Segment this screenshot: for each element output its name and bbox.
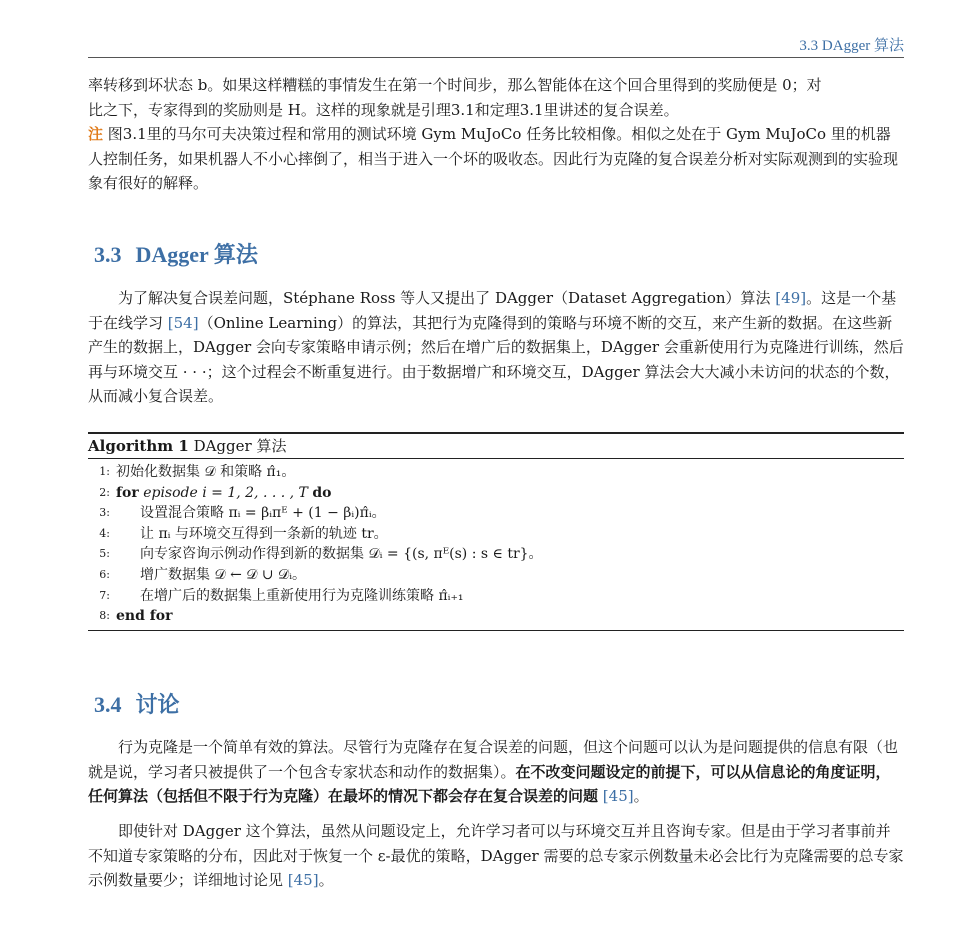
sec33-text-b: 。这是一个基于在线学习	[88, 289, 897, 332]
sec34-end-b: 。	[318, 871, 334, 889]
section-3-4-heading	[94, 688, 180, 719]
note-paragraph	[88, 122, 904, 196]
line-text: episode i = 1, 2, . . . , T	[138, 484, 313, 501]
algorithm-lines	[88, 459, 904, 627]
intro-paragraph	[88, 73, 904, 122]
running-header: 3.3 DAgger 算法	[799, 38, 904, 54]
line-number: 8:	[99, 609, 110, 623]
note-mark: 注	[88, 125, 104, 143]
algorithm-line-7	[88, 586, 904, 607]
sec33-text-a: 为了解决复合误差问题，Stéphane Ross 等人又提出了 DAgger（Dataset Aggregation）算法	[118, 289, 776, 307]
section-3-4-title: 讨论	[135, 692, 180, 717]
algorithm-line-6	[88, 565, 904, 586]
sec33-text-c: （Online Learning）的算法，其把行为克隆得到的策略与环境不断的交互，来产生新的数据。在这些新产生的数据上，DAgger 会向专家策略申请示例；然后在增广后的数据集上，DAgger 会重新使用行为克隆进行训练，然后再与环境交互 · · ·；这个过程会不断重复进行。由于数据增广和环境交互，DAgger 算法会大大减小未访问的状态的个数，从而减小复合误差。	[88, 313, 904, 405]
intro-line-1: 率转移到坏状态 b。如果这样糟糕的事情发生在第一个时间步，那么智能体在这个回合里得到的奖励便是 0；对	[88, 76, 822, 94]
sec34-bold-statement: 在不改变问题设定的前提下，可以从信息论的角度证明，任何算法（包括但不限于行为克隆）在最坏的情况下都会存在复合误差的问题	[88, 762, 891, 805]
citation-link-54[interactable]: [54]	[167, 313, 199, 332]
section-3-4-paragraph-2	[88, 819, 904, 893]
header-rule	[88, 57, 904, 58]
section-3-3-heading	[94, 238, 258, 269]
algorithm-line-1	[88, 462, 904, 483]
line-text: 向专家咨询示例动作得到新的数据集 𝒟ᵢ = {(s, πᴱ(s) : s ∈ tr}。	[140, 546, 543, 563]
algorithm-line-3	[88, 503, 904, 524]
line-text: 增广数据集 𝒟 ← 𝒟 ∪ 𝒟ᵢ。	[140, 566, 307, 583]
line-text: 设置混合策略 πᵢ = βᵢπᴱ + (1 − βᵢ)π̂ᵢ。	[140, 505, 386, 522]
section-3-3-paragraph	[88, 286, 904, 409]
algorithm-box	[88, 432, 904, 631]
algorithm-name: DAgger 算法	[193, 437, 287, 455]
sec34-text-b: 即使针对 DAgger 这个算法，虽然从问题设定上，允许学习者可以与环境交互并且咨询专家。但是由于学习者事前并不知道专家策略的分布，因此对于恢复一个 ε-最优的策略，DAgger 需要的总专家示例数量未必会比行为克隆需要的总专家示例数量要少；详细地讨论见	[88, 822, 904, 889]
line-number: 4:	[99, 526, 110, 540]
keyword-do: do	[312, 484, 332, 501]
algorithm-line-2	[88, 483, 904, 504]
algorithm-bottom-rule	[88, 630, 904, 631]
keyword-for: for	[116, 484, 139, 501]
line-number: 6:	[99, 567, 110, 581]
line-number: 3:	[99, 506, 110, 520]
line-number: 2:	[99, 485, 110, 499]
algorithm-line-4	[88, 524, 904, 545]
section-3-4-paragraph-1	[88, 735, 904, 809]
line-text: 在增广后的数据集上重新使用行为克隆训练策略 π̂ᵢ₊₁	[140, 587, 464, 604]
line-number: 7:	[99, 588, 110, 602]
algorithm-line-8	[88, 606, 904, 627]
line-text: 让 πᵢ 与环境交互得到一条新的轨迹 tr。	[140, 525, 388, 542]
algorithm-line-5	[88, 544, 904, 565]
keyword-end-for: end for	[116, 608, 173, 625]
line-number: 5:	[99, 547, 110, 561]
citation-link-45[interactable]: [45]	[602, 787, 634, 805]
section-3-3-number: 3.3	[94, 242, 122, 267]
citation-link-49[interactable]: [49]	[775, 289, 807, 307]
line-number: 1:	[99, 465, 110, 478]
note-text: 图3.1里的马尔可夫决策过程和常用的测试环境 Gym MuJoCo 任务比较相像。相似之处在于 Gym MuJoCo 里的机器人控制任务，如果机器人不小心摔倒了，相当于进入一个坏的吸收态。因此行为克隆的复合误差分析对实际观测到的实验现象有很好的解释。	[88, 125, 899, 192]
sec34-end-a: 。	[633, 787, 649, 805]
citation-link-45-second[interactable]: [45]	[287, 871, 319, 889]
algorithm-caption	[88, 434, 904, 458]
sec34-text-a: 行为克隆是一个简单有效的算法。尽管行为克隆存在复合误差的问题，但这个问题可以认为是问题提供的信息有限（也就是说，学习者只被提供了一个包含专家状态和动作的数据集）。	[88, 738, 899, 781]
intro-line-2: 比之下，专家得到的奖励则是 H。这样的现象就是引理3.1和定理3.1里讲述的复合误差。	[88, 100, 679, 119]
line-text: 初始化数据集 𝒟 和策略 π̂₁。	[116, 464, 296, 480]
algorithm-label: Algorithm 1	[88, 437, 189, 455]
section-3-4-number: 3.4	[94, 692, 122, 717]
section-3-3-title: DAgger 算法	[135, 242, 258, 267]
